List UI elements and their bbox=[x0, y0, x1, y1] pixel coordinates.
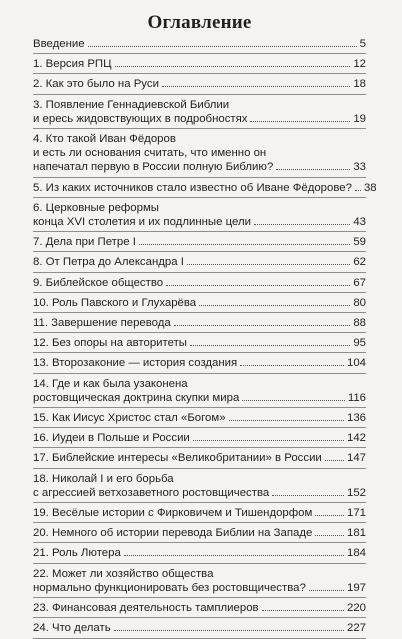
toc-entry-title: нормально функционировать без ростовщичества? bbox=[33, 581, 306, 594]
toc-entry bbox=[33, 428, 366, 448]
toc-entry-line bbox=[33, 526, 366, 540]
toc-entry bbox=[33, 408, 366, 428]
toc-entry-title: 20. Немного об истории перевода Библии на Западе bbox=[33, 527, 313, 540]
toc-entry-line bbox=[33, 431, 366, 445]
toc-entry bbox=[33, 232, 366, 252]
toc-entry-title: 19. Весёлые истории с Фирковичем и Тишендорфом bbox=[33, 507, 313, 520]
toc-entry bbox=[33, 469, 366, 503]
dot-leader bbox=[190, 345, 350, 346]
dot-leader bbox=[325, 460, 344, 461]
toc-entry-title: 11. Завершение перевода bbox=[33, 317, 171, 330]
toc-entry-line bbox=[33, 621, 366, 635]
toc-entry bbox=[33, 564, 366, 598]
toc-entry-line bbox=[33, 201, 366, 215]
toc-entry-title: 13. Второзаконие — история создания bbox=[33, 357, 238, 370]
toc-entry bbox=[33, 353, 366, 373]
dot-leader bbox=[315, 515, 344, 516]
toc-page-number: 19 bbox=[353, 112, 366, 125]
dot-leader bbox=[254, 224, 350, 225]
toc-entry bbox=[33, 273, 366, 293]
toc-page-number: 147 bbox=[346, 452, 366, 465]
dot-leader bbox=[355, 190, 361, 191]
toc-entry bbox=[33, 543, 366, 563]
toc-entry bbox=[33, 523, 366, 543]
dot-leader bbox=[276, 169, 350, 170]
dot-leader bbox=[229, 420, 344, 421]
toc-entry-title: и ересь жидовствующих в подробностях bbox=[33, 112, 248, 125]
toc-page-number: 88 bbox=[353, 317, 366, 330]
toc-entry-title: ростовщическая доктрина скупки мира bbox=[33, 391, 240, 404]
toc-entry-line bbox=[33, 146, 366, 160]
toc-entry-title: и есть ли основания считать, что именно он bbox=[33, 147, 267, 160]
toc-page-number: 181 bbox=[346, 527, 366, 540]
toc-entry-title: 12. Без опоры на авторитеты bbox=[33, 337, 187, 350]
dot-leader bbox=[115, 66, 351, 67]
toc-page-number: 152 bbox=[346, 486, 366, 499]
toc-entry-title: 23. Финансовая деятельность тамплиеров bbox=[33, 602, 259, 615]
toc-entry-title: 8. От Петра до Александра I bbox=[33, 256, 184, 269]
dot-leader bbox=[162, 86, 350, 87]
toc-page-number: 142 bbox=[346, 432, 366, 445]
toc-entry bbox=[33, 198, 366, 232]
toc-entry-line bbox=[33, 255, 366, 269]
toc-list bbox=[33, 34, 377, 639]
toc-entry-line bbox=[33, 601, 366, 615]
toc-entry-line bbox=[33, 411, 366, 425]
toc-entry-line bbox=[33, 451, 366, 465]
toc-entry bbox=[33, 95, 366, 129]
toc-entry bbox=[33, 313, 366, 333]
toc-entry-line bbox=[33, 506, 366, 520]
toc-page-number: 116 bbox=[347, 391, 366, 404]
toc-page-number: 227 bbox=[346, 622, 366, 635]
dot-leader bbox=[193, 440, 344, 441]
toc-entry-title: 10. Роль Павского и Глухарёва bbox=[33, 296, 197, 309]
toc-entry-title: Введение bbox=[33, 38, 85, 50]
dot-leader bbox=[174, 325, 351, 326]
toc-page-number: 184 bbox=[346, 547, 366, 560]
toc-entry-title: с агрессией ветхозаветного ростовщичества bbox=[33, 486, 270, 499]
dot-leader bbox=[88, 46, 357, 47]
toc-entry bbox=[33, 54, 366, 74]
toc-entry-line bbox=[33, 215, 366, 229]
toc-entry-title: 14. Где и как была узаконена bbox=[33, 377, 188, 390]
toc-entry-line bbox=[33, 112, 366, 126]
toc-entry-line bbox=[33, 472, 366, 486]
toc-entry-title: 5. Из каких источников стало известно об Иване Фёдорове? bbox=[33, 181, 352, 194]
toc-entry bbox=[33, 74, 366, 94]
toc-entry-line bbox=[33, 37, 366, 51]
toc-entry-line bbox=[33, 486, 366, 500]
toc-entry bbox=[33, 129, 366, 178]
toc-entry bbox=[33, 448, 366, 468]
toc-entry-title: 15. Как Иисус Христос стал «Богом» bbox=[33, 412, 226, 425]
toc-entry-line bbox=[33, 296, 366, 310]
toc-entry-title: 24. Что делать bbox=[33, 622, 111, 635]
toc-page-number: 12 bbox=[353, 58, 366, 71]
dot-leader bbox=[166, 285, 350, 286]
dot-leader bbox=[250, 121, 350, 122]
dot-leader bbox=[124, 555, 344, 556]
toc-entry-line bbox=[33, 546, 366, 560]
toc-page-number: 80 bbox=[353, 296, 366, 309]
dot-leader bbox=[240, 365, 344, 366]
toc-entry-title: 16. Иудеи в Польше и России bbox=[33, 432, 190, 445]
toc-page-number: 5 bbox=[359, 38, 366, 50]
toc-page-number: 104 bbox=[346, 357, 366, 370]
toc-entry bbox=[33, 178, 377, 198]
toc-entry-title: 9. Библейское общество bbox=[33, 276, 164, 289]
dot-leader bbox=[139, 244, 350, 245]
toc-entry bbox=[33, 503, 366, 523]
toc-entry-line bbox=[33, 336, 366, 350]
toc-page-number: 171 bbox=[346, 507, 366, 520]
toc-entry bbox=[33, 374, 366, 408]
toc-page-number: 59 bbox=[353, 236, 366, 249]
toc-entry-title: 18. Николай I и его борьба bbox=[33, 472, 174, 485]
toc-entry-title: 3. Появление Геннадиевской Библии bbox=[33, 98, 230, 111]
toc-entry bbox=[33, 293, 366, 313]
toc-entry-title: 7. Дела при Петре I bbox=[33, 236, 136, 249]
toc-entry-title: 21. Роль Лютера bbox=[33, 547, 121, 560]
toc-entry-line bbox=[33, 581, 366, 595]
toc-entry bbox=[33, 252, 366, 272]
toc-entry-line bbox=[33, 316, 366, 330]
dot-leader bbox=[242, 400, 345, 401]
dot-leader bbox=[315, 535, 344, 536]
toc-entry-title: 17. Библейские интересы «Великобритании» в России bbox=[33, 452, 322, 465]
toc-entry bbox=[33, 34, 366, 54]
toc-entry-line bbox=[33, 77, 366, 91]
toc-entry-title: 2. Как это было на Руси bbox=[33, 78, 159, 91]
toc-page-number: 67 bbox=[353, 276, 366, 289]
toc-entry-title: 4. Кто такой Иван Фёдоров bbox=[33, 133, 176, 146]
toc-page-number: 95 bbox=[353, 337, 366, 350]
page-title: Оглавление bbox=[147, 12, 252, 33]
toc-entry-title: напечатал первую в России полную Библию? bbox=[33, 161, 274, 174]
toc-entry-line bbox=[33, 181, 377, 195]
dot-leader bbox=[309, 590, 344, 591]
toc-entry-title: 1. Версия РПЦ bbox=[33, 58, 112, 71]
toc-entry-line bbox=[33, 276, 366, 290]
dot-leader bbox=[114, 630, 344, 631]
toc-page-number: 220 bbox=[346, 602, 366, 615]
toc-entry-line bbox=[33, 356, 366, 370]
toc-entry-line bbox=[33, 391, 366, 405]
toc-entry-line bbox=[33, 98, 366, 112]
dot-leader bbox=[199, 305, 350, 306]
toc-entry-title: 6. Церковные реформы bbox=[33, 201, 159, 214]
toc-page-number: 62 bbox=[353, 256, 366, 269]
toc-page-number: 18 bbox=[353, 78, 366, 91]
toc-page-number: 136 bbox=[346, 412, 366, 425]
toc-entry-line bbox=[33, 57, 366, 71]
toc-page-number: 33 bbox=[353, 161, 366, 174]
toc-entry bbox=[33, 598, 366, 618]
toc-entry bbox=[33, 618, 366, 638]
toc-entry-line bbox=[33, 132, 366, 146]
toc-entry-line bbox=[33, 377, 366, 391]
toc-page-number: 38 bbox=[363, 181, 377, 194]
toc-entry-line bbox=[33, 567, 366, 581]
toc-entry-line bbox=[33, 235, 366, 249]
toc-page-number: 43 bbox=[353, 216, 366, 229]
toc-entry-line bbox=[33, 160, 366, 174]
toc-entry-title: 22. Может ли хозяйство общества bbox=[33, 567, 214, 580]
toc-page-number: 197 bbox=[346, 581, 366, 594]
dot-leader bbox=[187, 264, 350, 265]
dot-leader bbox=[262, 610, 344, 611]
toc-entry-title: конца XVI столетия и их подлинные цели bbox=[33, 216, 251, 229]
dot-leader bbox=[272, 495, 344, 496]
toc-entry bbox=[33, 333, 366, 353]
